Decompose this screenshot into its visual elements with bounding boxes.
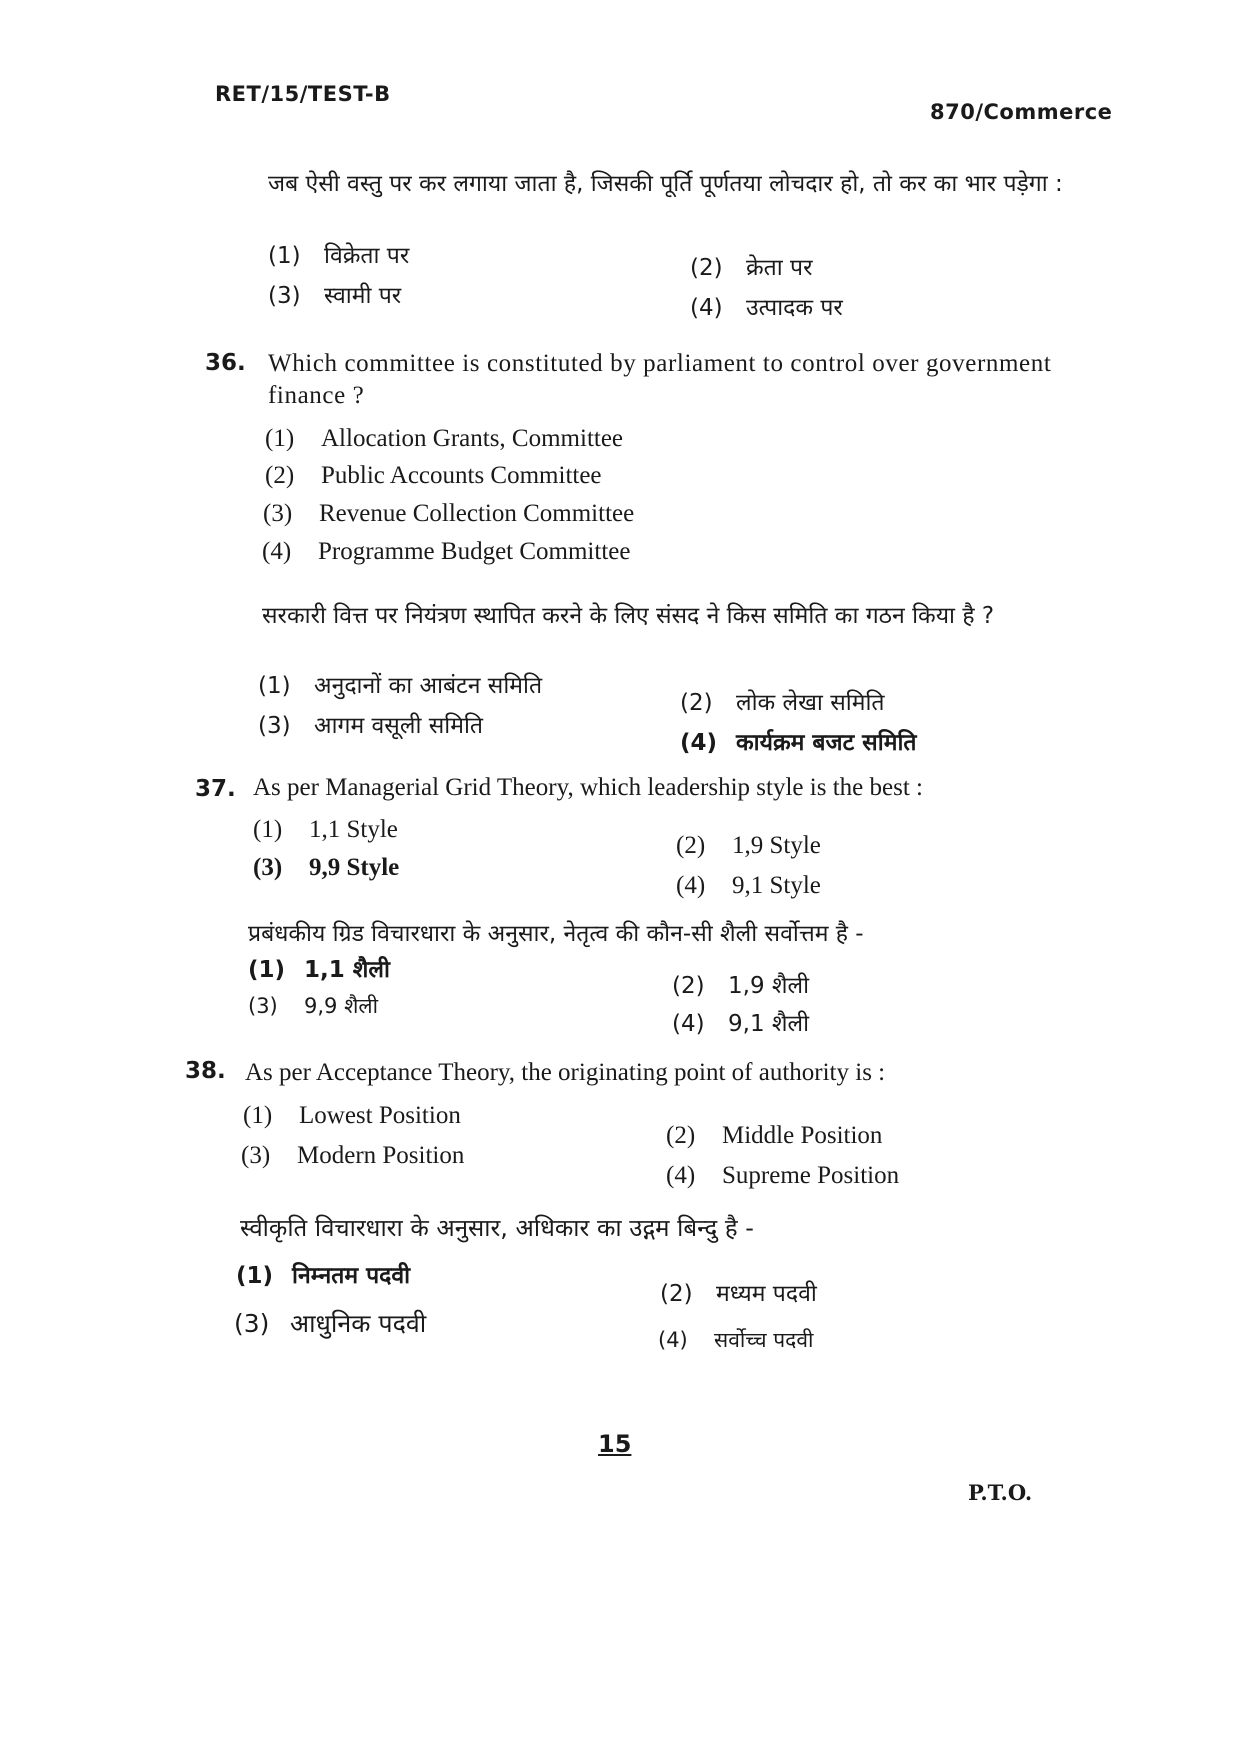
- q38-hindi-option-3: [234, 1306, 426, 1340]
- option-text: आधुनिक पदवी: [290, 1309, 427, 1338]
- q37-option-1: [253, 816, 398, 844]
- q37-option-4: [676, 872, 821, 900]
- q38-hindi-option-1: [236, 1258, 410, 1290]
- option-number: (1): [265, 425, 295, 452]
- option-number: (1): [243, 1102, 273, 1129]
- q36-option-4: [262, 538, 630, 566]
- paper-code: RET/15/TEST-B: [215, 82, 391, 106]
- option-number: (4): [690, 295, 723, 321]
- q38-hindi-stem: स्वीकृति विचारधारा के अनुसार, अधिकार का उद्गम बिन्दु है -: [240, 1214, 754, 1242]
- option-text: लोक लेखा समिति: [736, 690, 885, 716]
- option-number: (4): [658, 1328, 688, 1352]
- option-number: (4): [666, 1162, 696, 1189]
- q38-option-4: [666, 1162, 899, 1190]
- q38-hindi-option-4: [658, 1326, 813, 1354]
- option-number: (2): [680, 690, 713, 716]
- option-text: 1,9 Style: [732, 832, 821, 859]
- option-text: 1,1 Style: [309, 816, 398, 843]
- q38-option-3: [241, 1142, 464, 1170]
- q37-stem: As per Managerial Grid Theory, which leadership style is the best :: [253, 774, 923, 801]
- option-number: (2): [672, 973, 705, 999]
- q36-hindi-option-2: [680, 685, 885, 717]
- option-text: 1,9 शैली: [728, 973, 810, 999]
- option-number: (1): [258, 673, 291, 699]
- q36-stem: Which committee is constituted by parliament to control over government finance ?: [268, 350, 1052, 409]
- option-text: उत्पादक पर: [746, 295, 843, 321]
- option-number: (4): [672, 1011, 705, 1037]
- option-number: (2): [690, 255, 723, 281]
- option-text: निम्नतम पदवी: [292, 1263, 411, 1289]
- option-number: (3): [234, 1309, 270, 1338]
- option-text: 1,1 शैली: [304, 957, 390, 983]
- q35-option-3: [268, 278, 401, 310]
- page-number: 15: [598, 1430, 632, 1458]
- q37-hindi-option-3: [248, 992, 378, 1020]
- option-text: 9,9 शैली: [304, 994, 379, 1018]
- option-text: Revenue Collection Committee: [319, 500, 635, 527]
- option-text: क्रेता पर: [746, 255, 813, 281]
- q37-number: 37.: [195, 776, 236, 802]
- option-number: (3): [241, 1142, 271, 1169]
- option-text: अनुदानों का आबंटन समिति: [314, 673, 543, 699]
- q38-option-1: [243, 1102, 461, 1130]
- option-text: कार्यक्रम बजट समिति: [736, 730, 917, 756]
- option-number: (1): [248, 957, 286, 983]
- option-number: (3): [263, 500, 293, 527]
- option-number: (3): [248, 994, 278, 1018]
- q37-option-2: [676, 832, 821, 860]
- q38-number: 38.: [185, 1058, 226, 1084]
- option-number: (4): [680, 730, 718, 756]
- q35-option-4: [690, 290, 843, 322]
- option-number: (3): [253, 854, 283, 881]
- q35-hindi-stem: जब ऐसी वस्तु पर कर लगाया जाता है, जिसकी पूर्ति पूर्णतया लोचदार हो, तो कर का भार पड़ेगा :: [268, 171, 1063, 197]
- option-number: (4): [676, 872, 706, 899]
- option-number: (3): [268, 283, 301, 309]
- option-text: Public Accounts Committee: [321, 462, 602, 489]
- q35-option-1: [268, 238, 409, 270]
- option-number: (2): [265, 462, 295, 489]
- option-text: स्वामी पर: [324, 283, 402, 309]
- q36-option-2: [265, 462, 602, 490]
- option-number: (3): [258, 713, 291, 739]
- q36-option-1: [265, 425, 623, 453]
- option-text: 9,1 Style: [732, 872, 821, 899]
- q36-hindi-stem: सरकारी वित्त पर नियंत्रण स्थापित करने के लिए संसद ने किस समिति का गठन किया है ?: [262, 603, 995, 629]
- subject-code: 870/Commerce: [930, 100, 1113, 124]
- q36-number: 36.: [205, 350, 246, 376]
- q37-hindi-stem: प्रबंधकीय ग्रिड विचारधारा के अनुसार, नेतृत्व की कौन-सी शैली सर्वोत्तम है -: [248, 921, 864, 947]
- pto-label: P.T.O.: [968, 1480, 1033, 1505]
- option-number: (1): [268, 243, 301, 269]
- option-number: (4): [262, 538, 292, 565]
- option-number: (1): [253, 816, 283, 843]
- option-text: आगम वसूली समिति: [314, 713, 484, 739]
- q36-hindi-option-1: [258, 668, 542, 700]
- q37-hindi-option-2: [672, 968, 809, 1000]
- q37-hindi-option-1: [248, 952, 390, 984]
- option-number: (2): [660, 1281, 693, 1307]
- option-text: Allocation Grants, Committee: [321, 425, 624, 452]
- q37-hindi-option-4: [672, 1006, 809, 1038]
- q35-option-2: [690, 250, 813, 282]
- option-number: (1): [236, 1263, 274, 1289]
- option-number: (2): [666, 1122, 696, 1149]
- option-text: 9,9 Style: [309, 854, 400, 881]
- q36-hindi-option-4: [680, 725, 917, 757]
- option-text: Modern Position: [297, 1142, 465, 1169]
- q38-stem: As per Acceptance Theory, the originating point of authority is :: [245, 1059, 886, 1086]
- q38-option-2: [666, 1122, 882, 1150]
- option-text: सर्वोच्च पदवी: [714, 1328, 814, 1352]
- option-text: Lowest Position: [299, 1102, 461, 1129]
- option-text: विक्रेता पर: [324, 243, 410, 269]
- q38-hindi-option-2: [660, 1276, 817, 1308]
- option-text: मध्यम पदवी: [716, 1281, 817, 1307]
- option-text: Programme Budget Committee: [318, 538, 631, 565]
- option-text: Supreme Position: [722, 1162, 900, 1189]
- q37-option-3: [253, 854, 399, 882]
- option-number: (2): [676, 832, 706, 859]
- q36-hindi-option-3: [258, 708, 483, 740]
- option-text: Middle Position: [722, 1122, 883, 1149]
- option-text: 9,1 शैली: [728, 1011, 810, 1037]
- q36-option-3: [263, 500, 634, 528]
